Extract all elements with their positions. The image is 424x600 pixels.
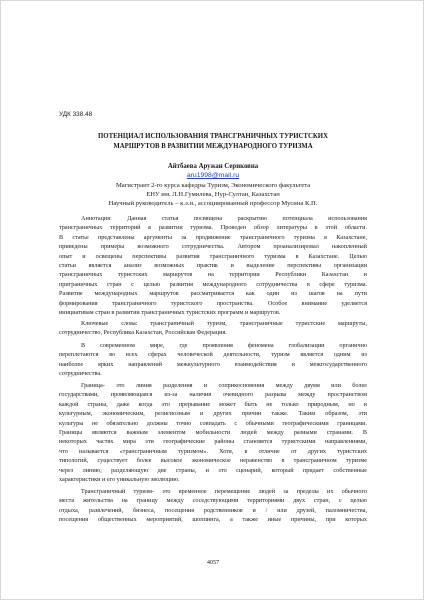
article-title-line-2: МАРШРУТОВ В РАЗВИТИИ МЕЖДУНАРОДНОГО ТУРИЗМА xyxy=(113,142,313,150)
paragraph-line: посещения общественных мероприятий, шоппинга, а также иные причины, при которых xyxy=(59,516,367,524)
abstract-line: приведены примеры возможного сотрудничества. Автором проанализировал накопленный xyxy=(59,243,367,251)
paragraph-line: В современном мире, где проявления феномена глобализации органично xyxy=(81,342,367,349)
paragraph-line: Границы являются важным элементом мобильности людей между разными странами. В xyxy=(59,429,367,437)
paragraph-line: государствами, проявляющаяся из-за наличия очевидного разрыва между пространством xyxy=(59,391,367,399)
paragraph-line: каждой страны, даже когда это прерывание может быть не только природным, но и xyxy=(59,400,367,408)
paragraph-line: сотрудничества. xyxy=(59,370,102,378)
abstract-line: формирования трансграничного туристского пространства. Особое внимание уделяется xyxy=(59,299,367,307)
abstract-line: опыт и освещены перспективы развития трансграничного туризма в Казахстане. Целью xyxy=(59,252,367,260)
abstract-line: В статье представлены аргументы за продвижение трансграничного туризма в Казахстане, xyxy=(59,233,367,241)
article-title-line-1: ПОТЕНЦИАЛ ИСПОЛЬЗОВАНИЯ ТРАНСГРАНИЧНЫХ ТУРИСТСКИХ xyxy=(98,133,328,140)
author-affiliation-2: ЕНУ им. Л.Н.Гумилева, Нур-Султан, Казахстан xyxy=(146,191,280,198)
paragraph-line: Граница- это линия разделения и соприкосновения между двумя или более xyxy=(81,382,367,389)
paragraph-line: культуры не обязательно должны точно совпадать с обычными географическими границами. xyxy=(59,419,367,427)
paragraph-line: характеристики и его уникальную эволюцию. xyxy=(59,476,180,484)
page-number: 4057 xyxy=(206,559,220,566)
scientific-supervisor: Научный руководитель – к.э.н., ассоциированный профессор Мусина К.П. xyxy=(108,200,318,207)
paragraph-line: наиболее ярких направлений межкультурного взаимодействия и межгосударственного xyxy=(59,360,367,368)
author-affiliation-1: Магистрант 2-го курса кафедры Туризм, Экономического факультета xyxy=(115,182,311,189)
paragraph-2 xyxy=(59,381,367,484)
paragraph-line: переплетаются во всех сферах человеческой деятельности, туризм является одним из xyxy=(59,351,367,359)
keywords-line: сотрудничество, Республика Казахстан, Российская Федерация. xyxy=(59,329,227,337)
abstract-line: трансграничных территорий в развитии туризма. Проведен обзор литературы в этой области. xyxy=(59,224,367,232)
abstract xyxy=(59,214,367,317)
paragraph-line: места жительства на границу между соседствующими территориями двух стран, с целью xyxy=(59,497,367,505)
paragraph-line: отдыха, развлечений, бизнеса, посещения родственников и / или друзей, паломничества, xyxy=(59,506,367,514)
keywords xyxy=(59,319,367,338)
abstract-line: Аннотация: Данная статья посвящена раскрытию потенциала использования xyxy=(81,215,367,222)
article-title xyxy=(65,132,361,151)
abstract-line: статьи является анализ возможных практик и выделение перспективы организации xyxy=(59,262,367,270)
author-name: Айтбаева Аружан Сериковна xyxy=(167,163,259,170)
paragraph-line: типологий, существует более высокое экономическое неравенство в трансграничном туризме xyxy=(59,457,367,465)
paragraph-line: что называется «трансграничным туризмом». Хотя, в отличие от других туристских xyxy=(59,447,367,455)
abstract-line: трансграничных туристских маршрутов на территории Республики Казахстан и xyxy=(59,271,367,279)
paragraph-line: некоторых частях мира эти географические районы становятся туристскими направлениями, xyxy=(59,438,367,446)
paragraph-line: через линию, разделяющую две страны, и это сценарий, который придает собственные xyxy=(59,466,367,474)
paragraph-line: Трансграничный туризм- это временное перемещение людей за пределы их обычного xyxy=(81,488,367,495)
paragraph-3 xyxy=(59,487,367,525)
author-email-link[interactable]: aru1998@mail.ru xyxy=(186,172,240,179)
paragraph-1 xyxy=(59,341,367,379)
abstract-line: приграничных стран с целью развития международного сотрудничества в сфере туризма. xyxy=(59,280,367,288)
paragraph-line: культурным, экономическим, религиозным и других причин также. Таким образом, эти xyxy=(59,410,367,418)
keywords-line: Ключевые слова: трансграничный туризм, трансграничные туристские маршруты, xyxy=(81,320,367,327)
abstract-line: Развитие международных маршрутов рассматривается как один из шагов на пути xyxy=(59,290,367,298)
udk-code: УДК 338.48 xyxy=(59,111,93,118)
abstract-line: инициативам стран в развитии трансграничных туристских программ и маршрутов. xyxy=(59,309,281,317)
